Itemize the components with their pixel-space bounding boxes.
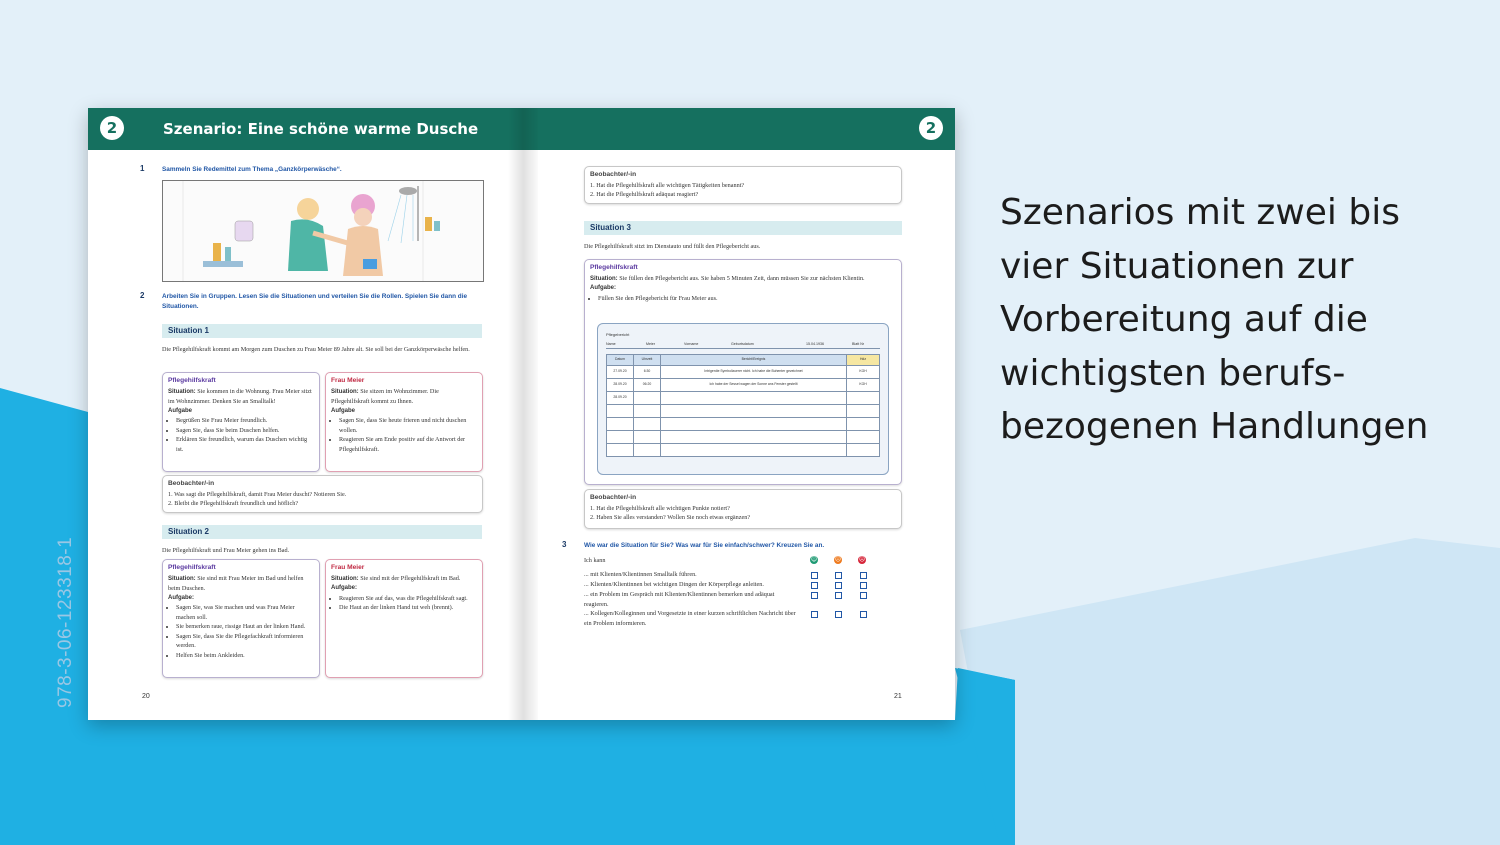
- chapter-number-badge-right: 2: [919, 116, 943, 140]
- checkbox[interactable]: [835, 582, 842, 589]
- table-cell: Intrigerdie Symbolizuerer nicht. Ich habe die Buhenter gezeichnet: [661, 365, 847, 378]
- table-cell: KGH: [847, 378, 880, 391]
- column-header: Hdz: [847, 355, 880, 366]
- bg-light-blue-shape: [960, 538, 1500, 845]
- role-card-situation: [168, 574, 314, 594]
- table-row: [607, 430, 880, 443]
- smiley-sad-icon: ☹: [858, 556, 866, 563]
- column-header: Datum: [607, 355, 634, 366]
- situation-label: Situation:: [331, 388, 359, 395]
- role-card-frau-meier: [325, 372, 483, 472]
- situation-text: Sie kommen in die Wohnung. Frau Meier sitzt im Wohnzimmer. Denken Sie an Smalltalk!: [168, 387, 312, 405]
- observer-title: Beobachter/-in: [590, 171, 637, 178]
- role-card-situation: [331, 387, 477, 407]
- table-cell: [634, 391, 661, 404]
- situation-label: Situation:: [168, 575, 196, 582]
- task-number: 1: [140, 164, 145, 173]
- page-number: 20: [142, 693, 150, 700]
- tagline-line: Vorbereitung auf die: [1000, 299, 1368, 340]
- table-row: [607, 417, 880, 430]
- tagline-line: bezogenen Handlungen: [1000, 406, 1429, 447]
- list-item: • Erklären Sie freundlich, warum das Duschen wichtig ist.: [176, 435, 314, 454]
- tagline-line: Szenarios mit zwei bis: [1000, 192, 1400, 233]
- task-number: 3: [562, 540, 567, 549]
- checkbox[interactable]: [860, 582, 867, 589]
- form-field-label: Blatt Nr: [852, 342, 864, 346]
- situation-text: Sie sind mit Frau Meier im Bad und helfen beim Duschen.: [168, 574, 304, 592]
- list-item: 2. Bleibt die Pflegehilfskraft freundlich und höflich?: [168, 500, 299, 507]
- role-card-situation: [590, 274, 896, 285]
- tagline-line: wichtigsten berufs-: [1000, 352, 1346, 394]
- smiley-neutral-icon: 😐: [834, 556, 842, 563]
- task-list: [590, 294, 896, 304]
- situation-label: Situation:: [331, 575, 359, 582]
- role-card-title: Pflegehilfskraft: [590, 264, 638, 271]
- role-card-frau-meier: [325, 559, 483, 678]
- role-card-situation: [168, 387, 314, 407]
- role-card-pflegehilfskraft: [162, 372, 320, 472]
- list-item: • Die Haut an der linken Hand tut weh (brennt).: [339, 603, 477, 613]
- situation-2-intro: Die Pflegehilfskraft und Frau Meier gehen ins Bad.: [162, 547, 290, 554]
- task-list: [168, 603, 314, 660]
- observer-title: Beobachter/-in: [168, 480, 215, 487]
- role-card-title: Frau Meier: [331, 564, 365, 571]
- table-cell: 06:20: [634, 378, 661, 391]
- table-row: [607, 404, 880, 417]
- role-card-title: Frau Meier: [331, 377, 365, 384]
- list-item: 1. Hat die Pflegehilfskraft alle wichtigen Tätigkeiten benannt?: [590, 181, 745, 189]
- list-item: • Begrüßen Sie Frau Meier freundlich.: [176, 416, 314, 426]
- list-item: 1. Hat die Pflegehilfskraft alle wichtigen Punkte notiert?: [590, 504, 730, 512]
- task-label: Aufgabe:: [331, 585, 357, 591]
- table-row: [607, 378, 880, 391]
- checkbox[interactable]: [835, 611, 842, 618]
- list-item: • Sagen Sie, dass Sie die Pflegefachkraft informieren werden.: [176, 632, 314, 651]
- table-cell: Ich habe der Sessel wagen der Sonne ans Fenster gestellt: [661, 378, 847, 391]
- observer-card: [162, 475, 483, 513]
- list-item: • Sagen Sie, dass Sie beim Duschen helfen.: [176, 426, 314, 436]
- task-list: [331, 416, 477, 454]
- list-item: 1. Was sagt die Pflegehilfskraft, damit Frau Meier duscht? Notieren Sie.: [168, 490, 347, 498]
- table-header-row: [607, 355, 880, 366]
- situation-1-title: Situation 1: [162, 324, 482, 338]
- shower-illustration: [162, 180, 484, 282]
- self-assessment-item: ... Kollegen/Kolleginnen und Vorgesetzte in einer kurzen schriftlichen Nachricht über ein Problem informieren.: [584, 610, 796, 627]
- role-card-situation: [331, 574, 477, 585]
- table-row: [607, 391, 880, 404]
- list-item: • Sie bemerken raue, rissige Haut an der linken Hand.: [176, 622, 314, 632]
- task-label: Aufgabe:: [590, 285, 616, 291]
- task-1-text: Sammeln Sie Redemittel zum Thema „Ganzkörperwäsche“.: [162, 166, 342, 173]
- checkbox[interactable]: [811, 572, 818, 579]
- table-cell: [847, 391, 880, 404]
- illustration-drawing: [163, 181, 483, 281]
- self-assessment-item: ... Klienten/Klientinnen bei wichtigen Dingen der Körperpflege anleiten.: [584, 581, 764, 588]
- form-name-row: [606, 340, 880, 349]
- form-field-label: Geburtsdatum: [731, 342, 754, 346]
- tagline: [1000, 186, 1480, 454]
- form-field-value: Meier: [646, 342, 655, 346]
- checkbox[interactable]: [860, 572, 867, 579]
- list-item: 2. Hat die Pflegehilfskraft adäquat reagiert?: [590, 191, 699, 198]
- report-table: [606, 354, 880, 457]
- situation-label: Situation:: [590, 275, 618, 282]
- book-gutter: [508, 108, 538, 720]
- table-row: [607, 365, 880, 378]
- checkbox[interactable]: [860, 592, 867, 599]
- situation-3-intro: Die Pflegehilfskraft sitzt im Dienstauto und füllt den Pflegebericht aus.: [584, 243, 761, 250]
- checkbox[interactable]: [811, 611, 818, 618]
- tagline-line: vier Situationen zur: [1000, 245, 1354, 287]
- table-cell: [661, 391, 847, 404]
- task-number: 2: [140, 291, 145, 300]
- list-item: • Reagieren Sie auf das, was die Pflegehilfskraft sagt.: [339, 594, 477, 604]
- task-label: Aufgabe:: [168, 594, 194, 601]
- chapter-title: Szenario: Eine schöne warme Dusche: [163, 120, 479, 138]
- isbn-label: 978-3-06-123318-1: [55, 536, 76, 708]
- form-field-label: Name: [606, 342, 616, 346]
- checkbox[interactable]: [811, 582, 818, 589]
- observer-card: [584, 489, 902, 529]
- role-card-title: Pflegehilfskraft: [168, 564, 216, 571]
- role-card-pflegehilfskraft: [584, 259, 902, 485]
- situation-text: Sie sind mit der Pflegehilfskraft im Bad.: [360, 574, 461, 582]
- list-item: • Füllen Sie den Pflegebericht für Frau Meier aus.: [598, 294, 896, 304]
- book-spread: [88, 108, 955, 720]
- column-header: Bericht/Ereignis: [661, 355, 847, 366]
- form-field-label: Vorname: [684, 342, 699, 346]
- table-cell: KGH: [847, 365, 880, 378]
- self-assessment-item: ... mit Klienten/Klientinnen Smalltalk führen.: [584, 571, 697, 578]
- task-list: [168, 416, 314, 454]
- situation-2-title: Situation 2: [162, 525, 482, 539]
- form-title: Pflegebericht: [606, 332, 630, 337]
- role-card-pflegehilfskraft: [162, 559, 320, 678]
- checkbox[interactable]: [860, 611, 867, 618]
- observer-title: Beobachter/-in: [590, 494, 637, 501]
- role-card-title: Pflegehilfskraft: [168, 377, 216, 384]
- page-number: 21: [894, 693, 902, 700]
- list-item: • Sagen Sie, was Sie machen und was Frau Meier machen soll.: [176, 603, 314, 622]
- task-label: Aufgabe: [168, 407, 192, 414]
- table-cell: 28.09.20: [607, 391, 634, 404]
- task-3-text: Wie war die Situation für Sie? Was war für Sie einfach/schwer? Kreuzen Sie an.: [584, 542, 825, 549]
- task-list: [331, 594, 477, 613]
- smiley-row: [810, 556, 870, 566]
- situation-text: Sie füllen den Pflegebericht aus. Sie haben 5 Minuten Zeit, dann müssen Sie zur nächsten Klientin.: [619, 274, 865, 282]
- task-2-text: Arbeiten Sie in Gruppen. Lesen Sie die Situationen und verteilen Sie die Rollen. Spielen Sie dann die Situationen.: [162, 293, 468, 310]
- observer-card: [584, 166, 902, 204]
- list-item: • Reagieren Sie am Ende positiv auf die Antwort der Pflegehilfskraft.: [339, 435, 477, 454]
- column-header: Uhrzeit: [634, 355, 661, 366]
- pflegebericht-form: [597, 323, 889, 475]
- chapter-number-badge: 2: [100, 116, 124, 140]
- checkbox[interactable]: [835, 592, 842, 599]
- list-item: • Helfen Sie beim Ankleiden.: [176, 651, 314, 661]
- form-field-value: 15.04.1936: [806, 342, 824, 346]
- self-assessment-lead: Ich kann: [584, 557, 606, 564]
- self-assessment-item: ... ein Problem im Gespräch mit Klienten/Klientinnen bemerken und adäquat reagieren.: [584, 591, 775, 608]
- checkbox[interactable]: [835, 572, 842, 579]
- list-item: 2. Haben Sie alles verstanden? Wollen Sie noch etwas ergänzen?: [590, 514, 751, 521]
- table-cell: 28.09.20: [607, 378, 634, 391]
- task-label: Aufgabe: [331, 407, 355, 414]
- situation-label: Situation:: [168, 388, 196, 395]
- table-cell: 27.09.20: [607, 365, 634, 378]
- situation-text: Sie sitzen im Wohnzimmer. Die Pflegehilfskraft kommt zu Ihnen.: [331, 387, 439, 405]
- situation-3-title: Situation 3: [584, 221, 902, 235]
- table-cell: 6:30: [634, 365, 661, 378]
- list-item: • Sagen Sie, dass Sie heute frieren und nicht duschen wollen.: [339, 416, 477, 435]
- smiley-happy-icon: ☺: [810, 556, 818, 563]
- situation-1-intro: Die Pflegehilfskraft kommt am Morgen zum Duschen zu Frau Meier 89 Jahre alt. Sie soll bei der Ganzkörperwäsche helfen.: [162, 346, 470, 353]
- checkbox[interactable]: [811, 592, 818, 599]
- table-row: [607, 443, 880, 456]
